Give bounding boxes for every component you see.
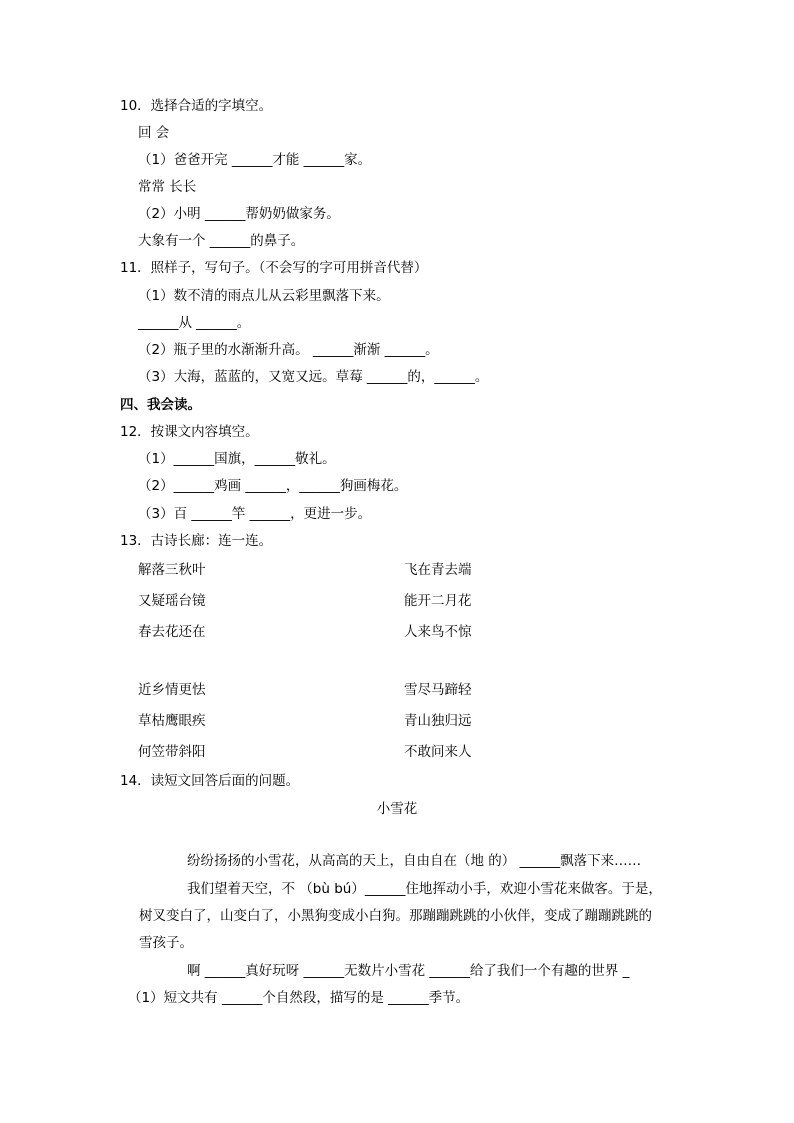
q10-sentence-1: （1）爸爸开完 ______才能 ______家。 xyxy=(138,152,372,168)
passage-title: 小雪花 xyxy=(376,801,418,817)
q10-title: 10．选择合适的字填空。 xyxy=(120,98,273,114)
q14-question-1: （1）短文共有 ______个自然段，描写的是 ______季节。 xyxy=(128,990,470,1006)
poem-right-3: 人来鸟不惊 xyxy=(404,624,472,640)
q13-title: 13．古诗长廊：连一连。 xyxy=(120,533,273,549)
poem-right-5: 青山独归远 xyxy=(404,713,472,729)
q11-sentence-3: （3）大海，蓝蓝的，又宽又远。草莓 ______的，______。 xyxy=(138,369,489,385)
q12-sentence-1: （1）______国旗，______敬礼。 xyxy=(138,451,336,467)
q12-sentence-2: （2）______鸡画 ______，______狗画梅花。 xyxy=(138,478,408,494)
poem-left-6: 何笠带斜阳 xyxy=(138,744,206,760)
poem-left-4: 近乡情更怯 xyxy=(138,682,206,698)
q10-sentence-3: 大象有一个 ______的鼻子。 xyxy=(138,233,305,249)
q10-options-1: 回 会 xyxy=(138,125,170,141)
passage-paragraph-2-line-2: 树叉变白了，山变白了，小黑狗变成小白狗。那蹦蹦跳跳的小伙伴，变成了蹦蹦跳跳的 xyxy=(139,908,652,924)
q14-title: 14．读短文回答后面的问题。 xyxy=(120,773,300,789)
q12-title: 12．按课文内容填空。 xyxy=(120,424,259,440)
q11-sentence-1-blank: ______从 ______。 xyxy=(138,315,251,331)
q10-sentence-2: （2）小明 ______帮奶奶做家务。 xyxy=(138,206,340,222)
poem-right-2: 能开二月花 xyxy=(404,593,472,609)
poem-right-1: 飞在青去端 xyxy=(404,562,472,578)
passage-paragraph-1: 纷纷扬扬的小雪花，从高高的天上，自由自在（地 的） ______飘落下来…… xyxy=(187,853,642,869)
passage-paragraph-2-line-1: 我们望着天空，不 （bù bú）______住地挥动小手，欢迎小雪花来做客。于是， xyxy=(187,881,662,897)
q11-sentence-1: （1）数不清的雨点儿从云彩里飘落下来。 xyxy=(138,288,390,304)
q11-sentence-2: （2）瓶子里的水渐渐升高。 ______渐渐 ______。 xyxy=(138,342,439,358)
poem-right-6: 不敢问来人 xyxy=(404,744,472,760)
poem-left-5: 草枯鹰眼疾 xyxy=(138,713,206,729)
passage-paragraph-2-line-3: 雪孩子。 xyxy=(139,935,193,951)
poem-right-4: 雪尽马蹄轻 xyxy=(404,682,472,698)
q11-title: 11．照样子，写句子。（不会写的字可用拼音代替） xyxy=(120,260,428,276)
poem-left-2: 又疑瑶台镜 xyxy=(138,593,206,609)
section-4-heading: 四、我会读。 xyxy=(120,397,201,413)
poem-left-3: 春去花还在 xyxy=(138,624,206,640)
q10-options-2: 常常 长长 xyxy=(138,179,197,195)
poem-left-1: 解落三秋叶 xyxy=(138,562,206,578)
q12-sentence-3: （3）百 ______竿 ______，更进一步。 xyxy=(138,506,372,522)
passage-paragraph-3: 啊 ______真好玩呀 ______无数片小雪花 ______给了我们一个有趣的世界 _ xyxy=(187,963,630,979)
